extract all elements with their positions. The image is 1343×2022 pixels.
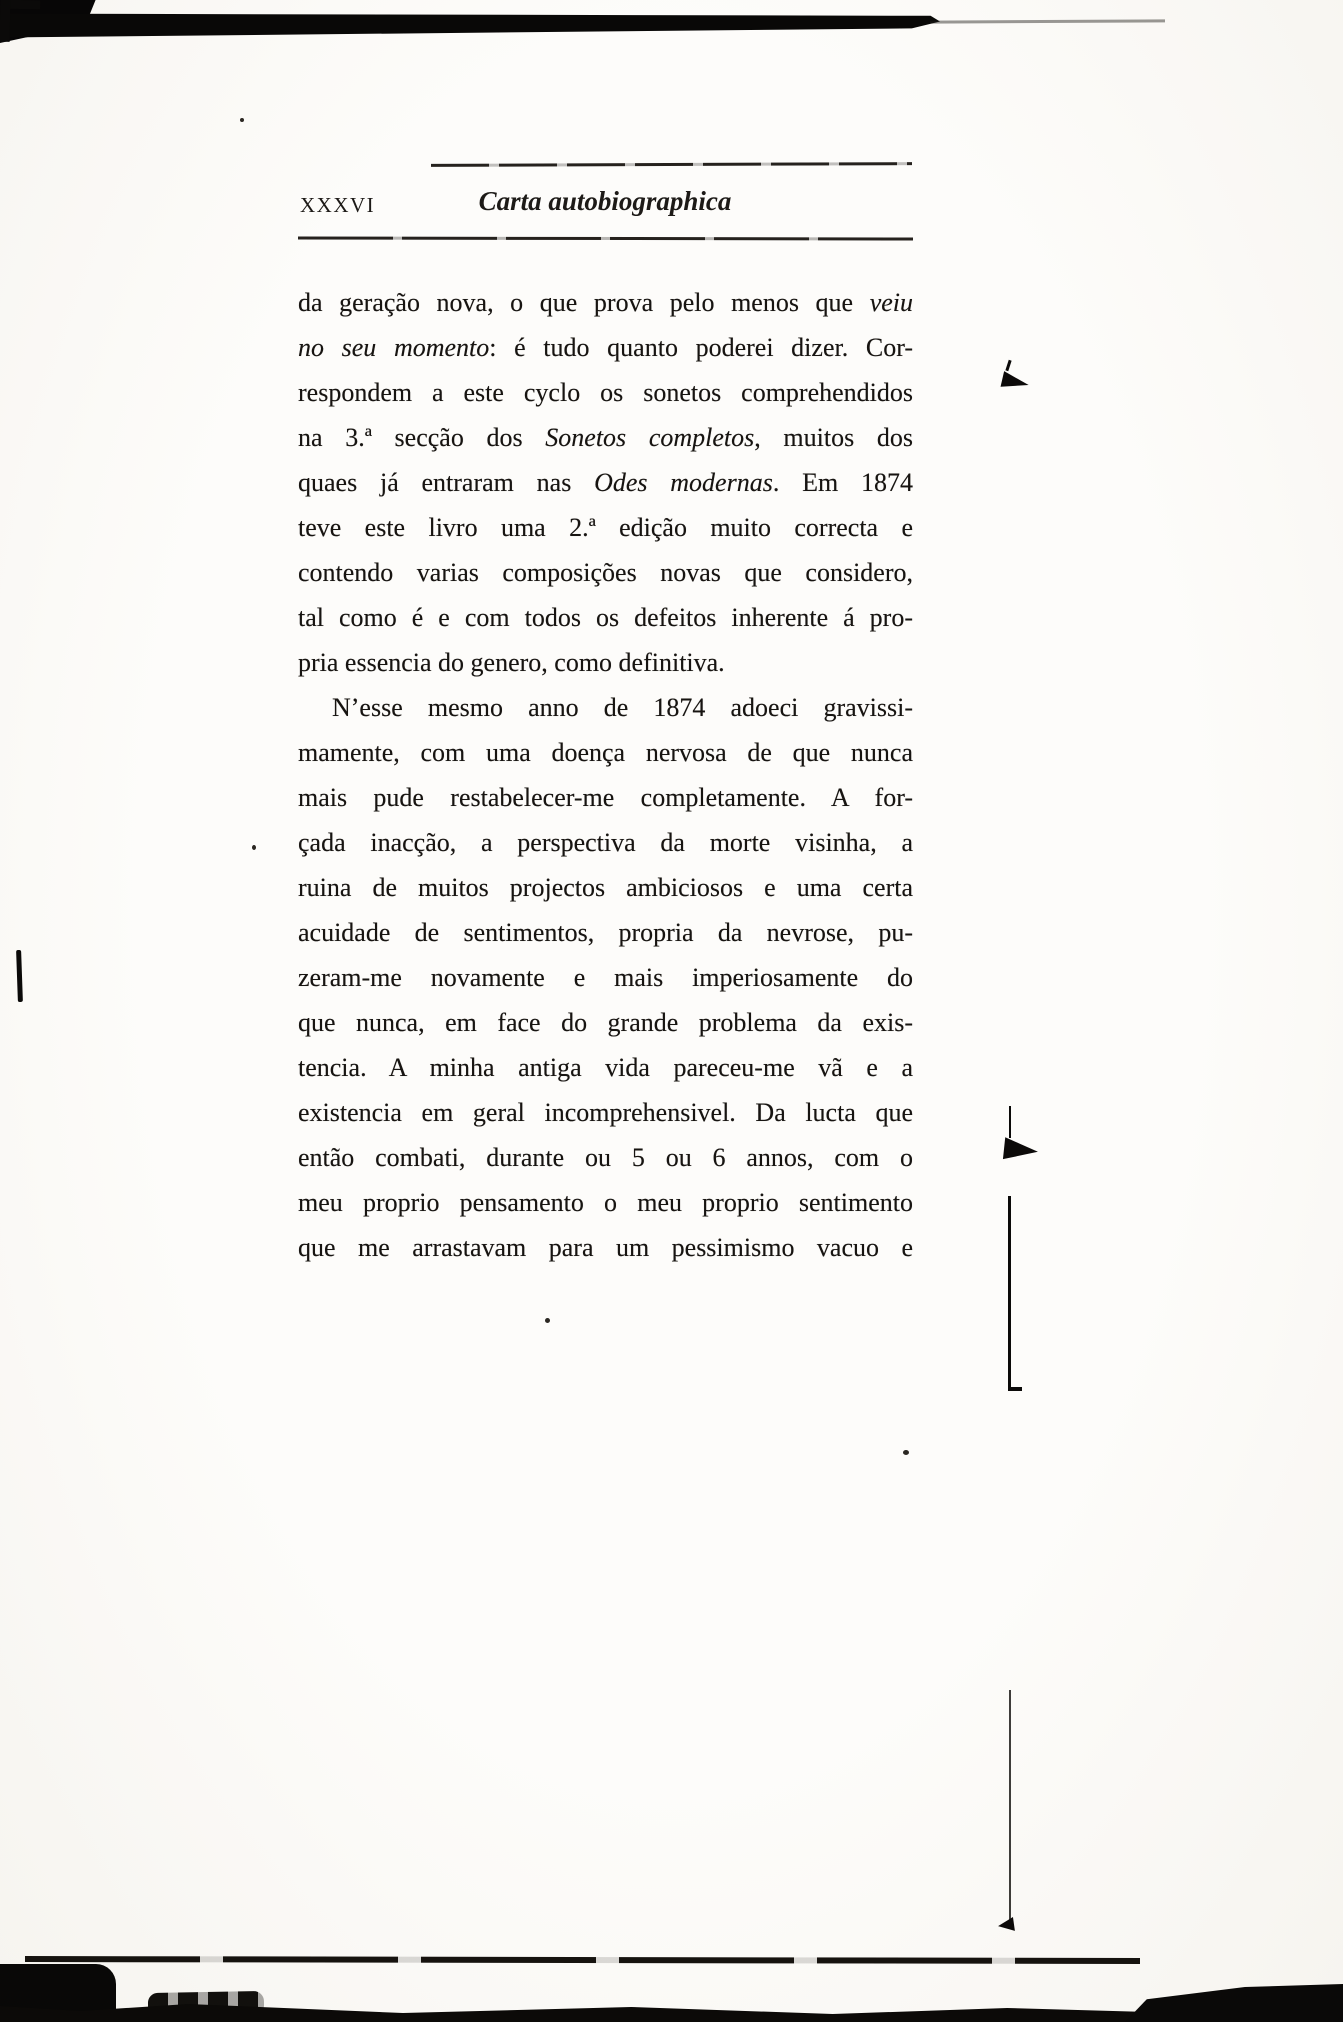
text-segment: que nunca, em face do grande problema da exis- xyxy=(298,1008,913,1037)
text-segment: então combati, durante ou 5 ou 6 annos, com o xyxy=(298,1143,913,1172)
text-line xyxy=(298,1180,913,1225)
page-body-text xyxy=(298,280,913,1270)
scan-artifact-top-faint-line xyxy=(930,19,1165,23)
text-line xyxy=(298,955,913,1000)
text-line xyxy=(298,910,913,955)
scan-artifact-bottom-dash-line xyxy=(25,1956,1140,1964)
text-segment: N’esse mesmo anno de 1874 adoeci gravissi- xyxy=(332,693,913,722)
text-segment: existencia em geral incomprehensivel. Da lucta que xyxy=(298,1098,913,1127)
text-segment: da geração nova, o que prova pelo menos que xyxy=(298,288,870,317)
margin-bracket-mark xyxy=(0,0,40,42)
text-segment: tal como é e com todos os defeitos inherente á pro- xyxy=(298,603,913,632)
text-line xyxy=(298,1045,913,1090)
text-segment: meu proprio pensamento o meu proprio sentimento xyxy=(298,1188,913,1217)
text-segment: çada inacção, a perspectiva da morte visinha, a xyxy=(298,828,913,857)
scan-artifact-bottom-right-blob xyxy=(1125,1984,1343,2022)
scan-speck xyxy=(903,1450,909,1455)
text-segment: ruina de muitos projectos ambiciosos e uma certa xyxy=(298,873,913,902)
scan-speck xyxy=(240,118,244,122)
italic-text-segment: Sonetos completos xyxy=(545,423,755,452)
text-line xyxy=(298,865,913,910)
margin-tick-small xyxy=(1005,360,1011,371)
text-segment: teve este livro uma 2.ª edição muito correcta e xyxy=(298,513,913,542)
text-segment: : é tudo quanto poderei dizer. Cor- xyxy=(489,333,913,362)
text-segment: mamente, com uma doença nervosa de que nunca xyxy=(298,738,913,767)
header-rule-bottom xyxy=(298,236,913,240)
text-line xyxy=(298,1000,913,1045)
margin-vertical-line-foot xyxy=(1008,1387,1022,1391)
text-line xyxy=(298,280,913,325)
text-line xyxy=(298,550,913,595)
margin-arrow-icon-lower xyxy=(1003,1137,1039,1162)
text-segment: respondem a este cyclo os sonetos comprehendidos xyxy=(298,378,913,407)
text-line xyxy=(298,460,913,505)
margin-arrow-icon-upper xyxy=(1001,371,1031,393)
text-line xyxy=(298,370,913,415)
scan-speck xyxy=(252,845,256,850)
text-line xyxy=(298,685,913,730)
text-segment: contendo varias composições novas que considero, xyxy=(298,558,913,587)
text-line xyxy=(298,1135,913,1180)
text-line xyxy=(298,415,913,460)
page-number: XXXVI xyxy=(300,193,376,217)
italic-text-segment: no seu momento xyxy=(298,333,490,362)
scan-artifact-top-strip xyxy=(0,8,940,38)
text-segment: na 3.ª secção dos xyxy=(298,423,546,452)
margin-vertical-line xyxy=(1008,1196,1011,1390)
text-line xyxy=(298,730,913,775)
text-segment: . Em 1874 xyxy=(772,468,913,497)
left-margin-mark xyxy=(16,950,23,1002)
text-line xyxy=(298,820,913,865)
text-line xyxy=(298,775,913,820)
running-title: Carta autobiographica xyxy=(478,186,732,216)
text-segment: , muitos dos xyxy=(754,423,914,452)
text-segment: mais pude restabelecer-me completamente. A for- xyxy=(298,783,913,812)
text-line xyxy=(298,505,913,550)
margin-hook-mark xyxy=(997,1917,1015,1933)
text-segment: quaes já entraram nas xyxy=(298,468,595,497)
text-segment: zeram-me novamente e mais imperiosamente do xyxy=(298,963,913,992)
text-segment: que me arrastavam para um pessimismo vacuo e xyxy=(298,1233,913,1262)
text-line xyxy=(298,1225,913,1270)
text-segment: pria essencia do genero, como definitiva. xyxy=(298,648,725,677)
header-rule-top xyxy=(431,162,912,167)
text-line xyxy=(298,1090,913,1135)
text-line xyxy=(298,595,913,640)
margin-tick-mid xyxy=(1009,1106,1011,1138)
text-segment: tencia. A minha antiga vida pareceu-me vã e a xyxy=(298,1053,913,1082)
text-line xyxy=(298,640,913,685)
text-line xyxy=(298,325,913,370)
margin-vertical-line-bottom xyxy=(1009,1690,1011,1922)
italic-text-segment: veiu xyxy=(869,288,913,317)
scan-speck xyxy=(545,1318,550,1323)
italic-text-segment: Odes modernas xyxy=(594,468,773,497)
text-segment: acuidade de sentimentos, propria da nevrose, pu- xyxy=(298,918,913,947)
